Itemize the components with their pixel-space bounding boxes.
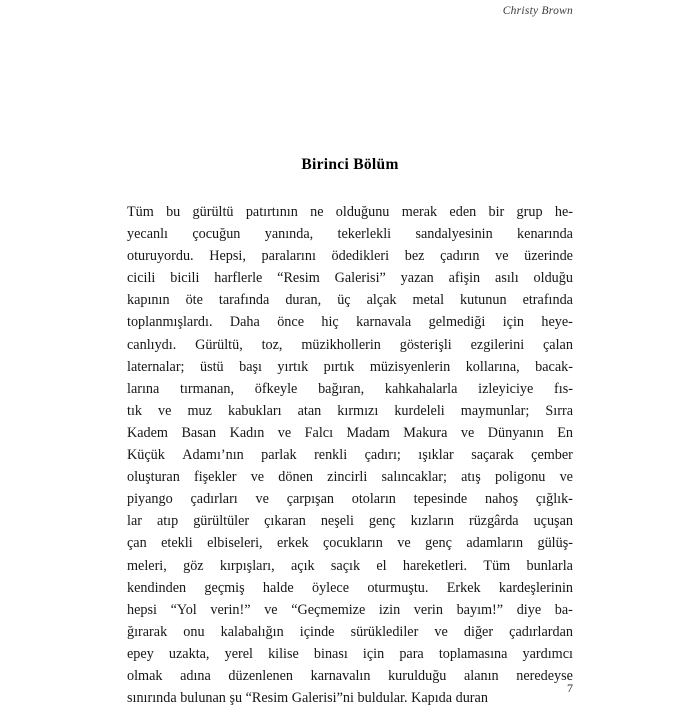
body-line: olmak adına düzenlenen karnavalın kurulduğu alanın neredeyse [127,667,573,684]
running-header-author: Christy Brown [502,5,573,17]
body-line: Tüm bu gürültü patırtının ne olduğunu merak eden bir grup he- [127,204,573,220]
body-line: ğırarak onu kalabalığın içinde sürüklediler ve diğer çadırlardan [127,623,573,640]
body-line: sınırında bulunan şu “Resim Galerisi”ni buldular. Kapıda duran [127,690,488,707]
body-line: larına tırmanan, öfkeyle bağıran, kahkahalarla izleyiciye fıs- [127,380,573,397]
body-text-block [127,201,573,709]
body-line: oluşturan fişekler ve dönen zincirli salıncaklar; atış poligonu ve [127,469,573,486]
page-number: 7 [567,681,573,695]
body-line: yecanlı çocuğun yanında, tekerlekli sandalyesinin kenarında [127,226,573,243]
body-line: oturuyordu. Hepsi, paralarını ödedikleri bez çadırın ve üzerinde [127,248,573,265]
body-line: kapının öte tarafında duran, üç alçak metal kutunun etrafında [127,292,573,309]
body-line: hepsi “Yol verin!” ve “Geçmemize izin verin bayım!” diye ba- [127,601,573,618]
body-line: Küçük Adamı’nın parlak renkli çadırı; ışıklar saçarak çember [127,447,573,464]
body-line: cicili bicili harflerle “Resim Galerisi” yazan afişin asılı olduğu [127,270,573,287]
body-line: lar atıp gürültüler çıkaran neşeli genç kızların rüzgârda uçuşan [127,513,573,530]
body-line: çan etekli elbiseleri, erkek çocukların ve genç adamların gülüş- [127,535,573,552]
chapter-title: Birinci Bölüm [301,156,399,174]
body-line: toplanmışlardı. Daha önce hiç karnavala gelmediği için heye- [127,314,573,331]
body-line: Kadem Basan Kadın ve Falcı Madam Makura ve Dünyanın En [127,424,573,441]
body-line: canlıydı. Gürültü, toz, müzikhollerin gösterişli ezgilerini çalan [127,336,573,353]
body-line: tık ve muz kabukları atan kırmızı kurdeleli maymunlar; Sırra [127,402,573,419]
body-line: laternalar; üstü başı yırtık pırtık müzisyenlerin kollarına, bacak- [127,358,573,375]
body-line: kendinden geçmiş halde öylece oturmuştu. Erkek kardeşlerinin [127,579,573,596]
body-line: meleri, göz kırpışları, açık saçık el hareketleri. Tüm bunlarla [127,557,573,574]
body-line: piyango çadırları ve çarpışan otoların tepesinde nahoş çığlık- [127,491,573,508]
body-line: epey uzakta, yerel kilise binası için para toplamasına yardımcı [127,645,573,662]
